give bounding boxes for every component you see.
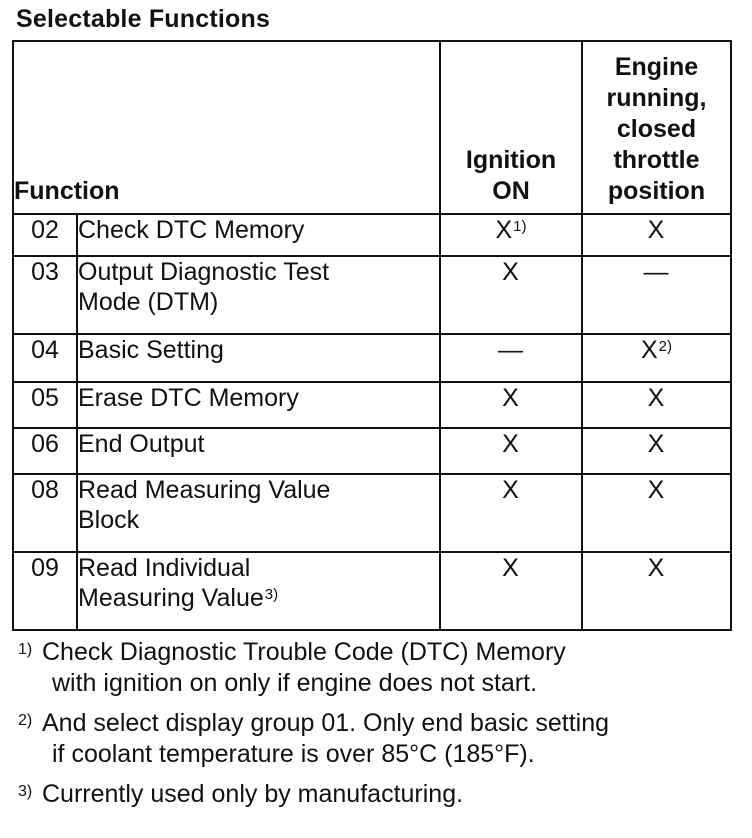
table-row [13,552,731,630]
function-code: 02 [13,214,77,256]
ignition-on-cell: X [440,382,582,428]
function-name-line: Mode (DTM) [78,288,219,316]
document-title: Selectable Functions [16,5,271,33]
function-code: 03 [13,256,77,334]
function-code: 08 [13,474,77,552]
engine-running-cell: X [582,428,731,474]
footnote-marker: 2) [18,712,33,729]
footnote [18,779,738,810]
footnote-line: if coolant temperature is over 85°C (185°F). [52,740,535,768]
header-engine-line: throttle [613,146,700,174]
footnote [18,637,738,699]
ignition-on-cell: — [440,334,582,382]
header-ignition-on [440,41,582,214]
footnote [18,708,738,770]
table-row [13,334,731,382]
engine-running-cell: $X^{2)}$ [582,334,731,382]
function-name [77,552,440,630]
table-row [13,256,731,334]
header-engine-running [582,41,731,214]
engine-running-cell: X [582,552,731,630]
function-name [77,256,440,334]
function-name-line: Read Measuring Value [78,476,331,504]
function-code: 09 [13,552,77,630]
function-name-line: End Output [78,430,205,458]
header-function [13,41,440,214]
function-name-line: Read Individual [78,554,251,582]
footnote-marker: 1) [18,641,33,658]
function-name [77,334,440,382]
function-name [77,428,440,474]
ignition-on-cell: X [440,256,582,334]
footnote-line: Check Diagnostic Trouble Code (DTC) Memory [42,638,566,666]
ignition-on-cell: $X^{1)}$ [440,214,582,256]
function-name-line: Basic Setting [78,336,224,364]
table-row [13,382,731,428]
footnote-line: And select display group 01. Only end basic setting [42,709,610,737]
function-name [77,214,440,256]
header-ignition-line: Ignition [465,146,557,174]
function-name [77,474,440,552]
header-engine-line: closed [616,115,697,143]
engine-running-cell: — [582,256,731,334]
table-row [13,214,731,256]
function-code: 04 [13,334,77,382]
footnote-marker: 3) [18,783,33,800]
ignition-on-cell: X [440,474,582,552]
header-engine-line: running, [606,84,707,112]
footnote-line: with ignition on only if engine does not start. [52,669,538,697]
function-name-line: Block [78,506,140,534]
function-name-line: Erase DTC Memory [78,384,299,412]
engine-running-cell: X [582,214,731,256]
selectable-functions-table [12,40,732,631]
function-name-line: Measuring Value$^{3)}$ [78,584,279,612]
ignition-on-cell: X [440,552,582,630]
table-header-row [13,41,731,214]
ignition-on-cell: X [440,428,582,474]
header-function-label: Function [14,177,120,205]
header-ignition-line: ON [492,177,530,205]
table-row [13,428,731,474]
function-code: 05 [13,382,77,428]
engine-running-cell: X [582,474,731,552]
function-name [77,382,440,428]
function-name-line: Check DTC Memory [78,216,305,244]
document-page [8,4,738,819]
function-code: 06 [13,428,77,474]
header-engine-line: position [607,177,706,205]
footnotes [18,637,738,810]
footnote-line: Currently used only by manufacturing. [42,780,464,808]
engine-running-cell: X [582,382,731,428]
header-engine-line: Engine [614,53,699,81]
function-name-line: Output Diagnostic Test [78,258,330,286]
table-row [13,474,731,552]
